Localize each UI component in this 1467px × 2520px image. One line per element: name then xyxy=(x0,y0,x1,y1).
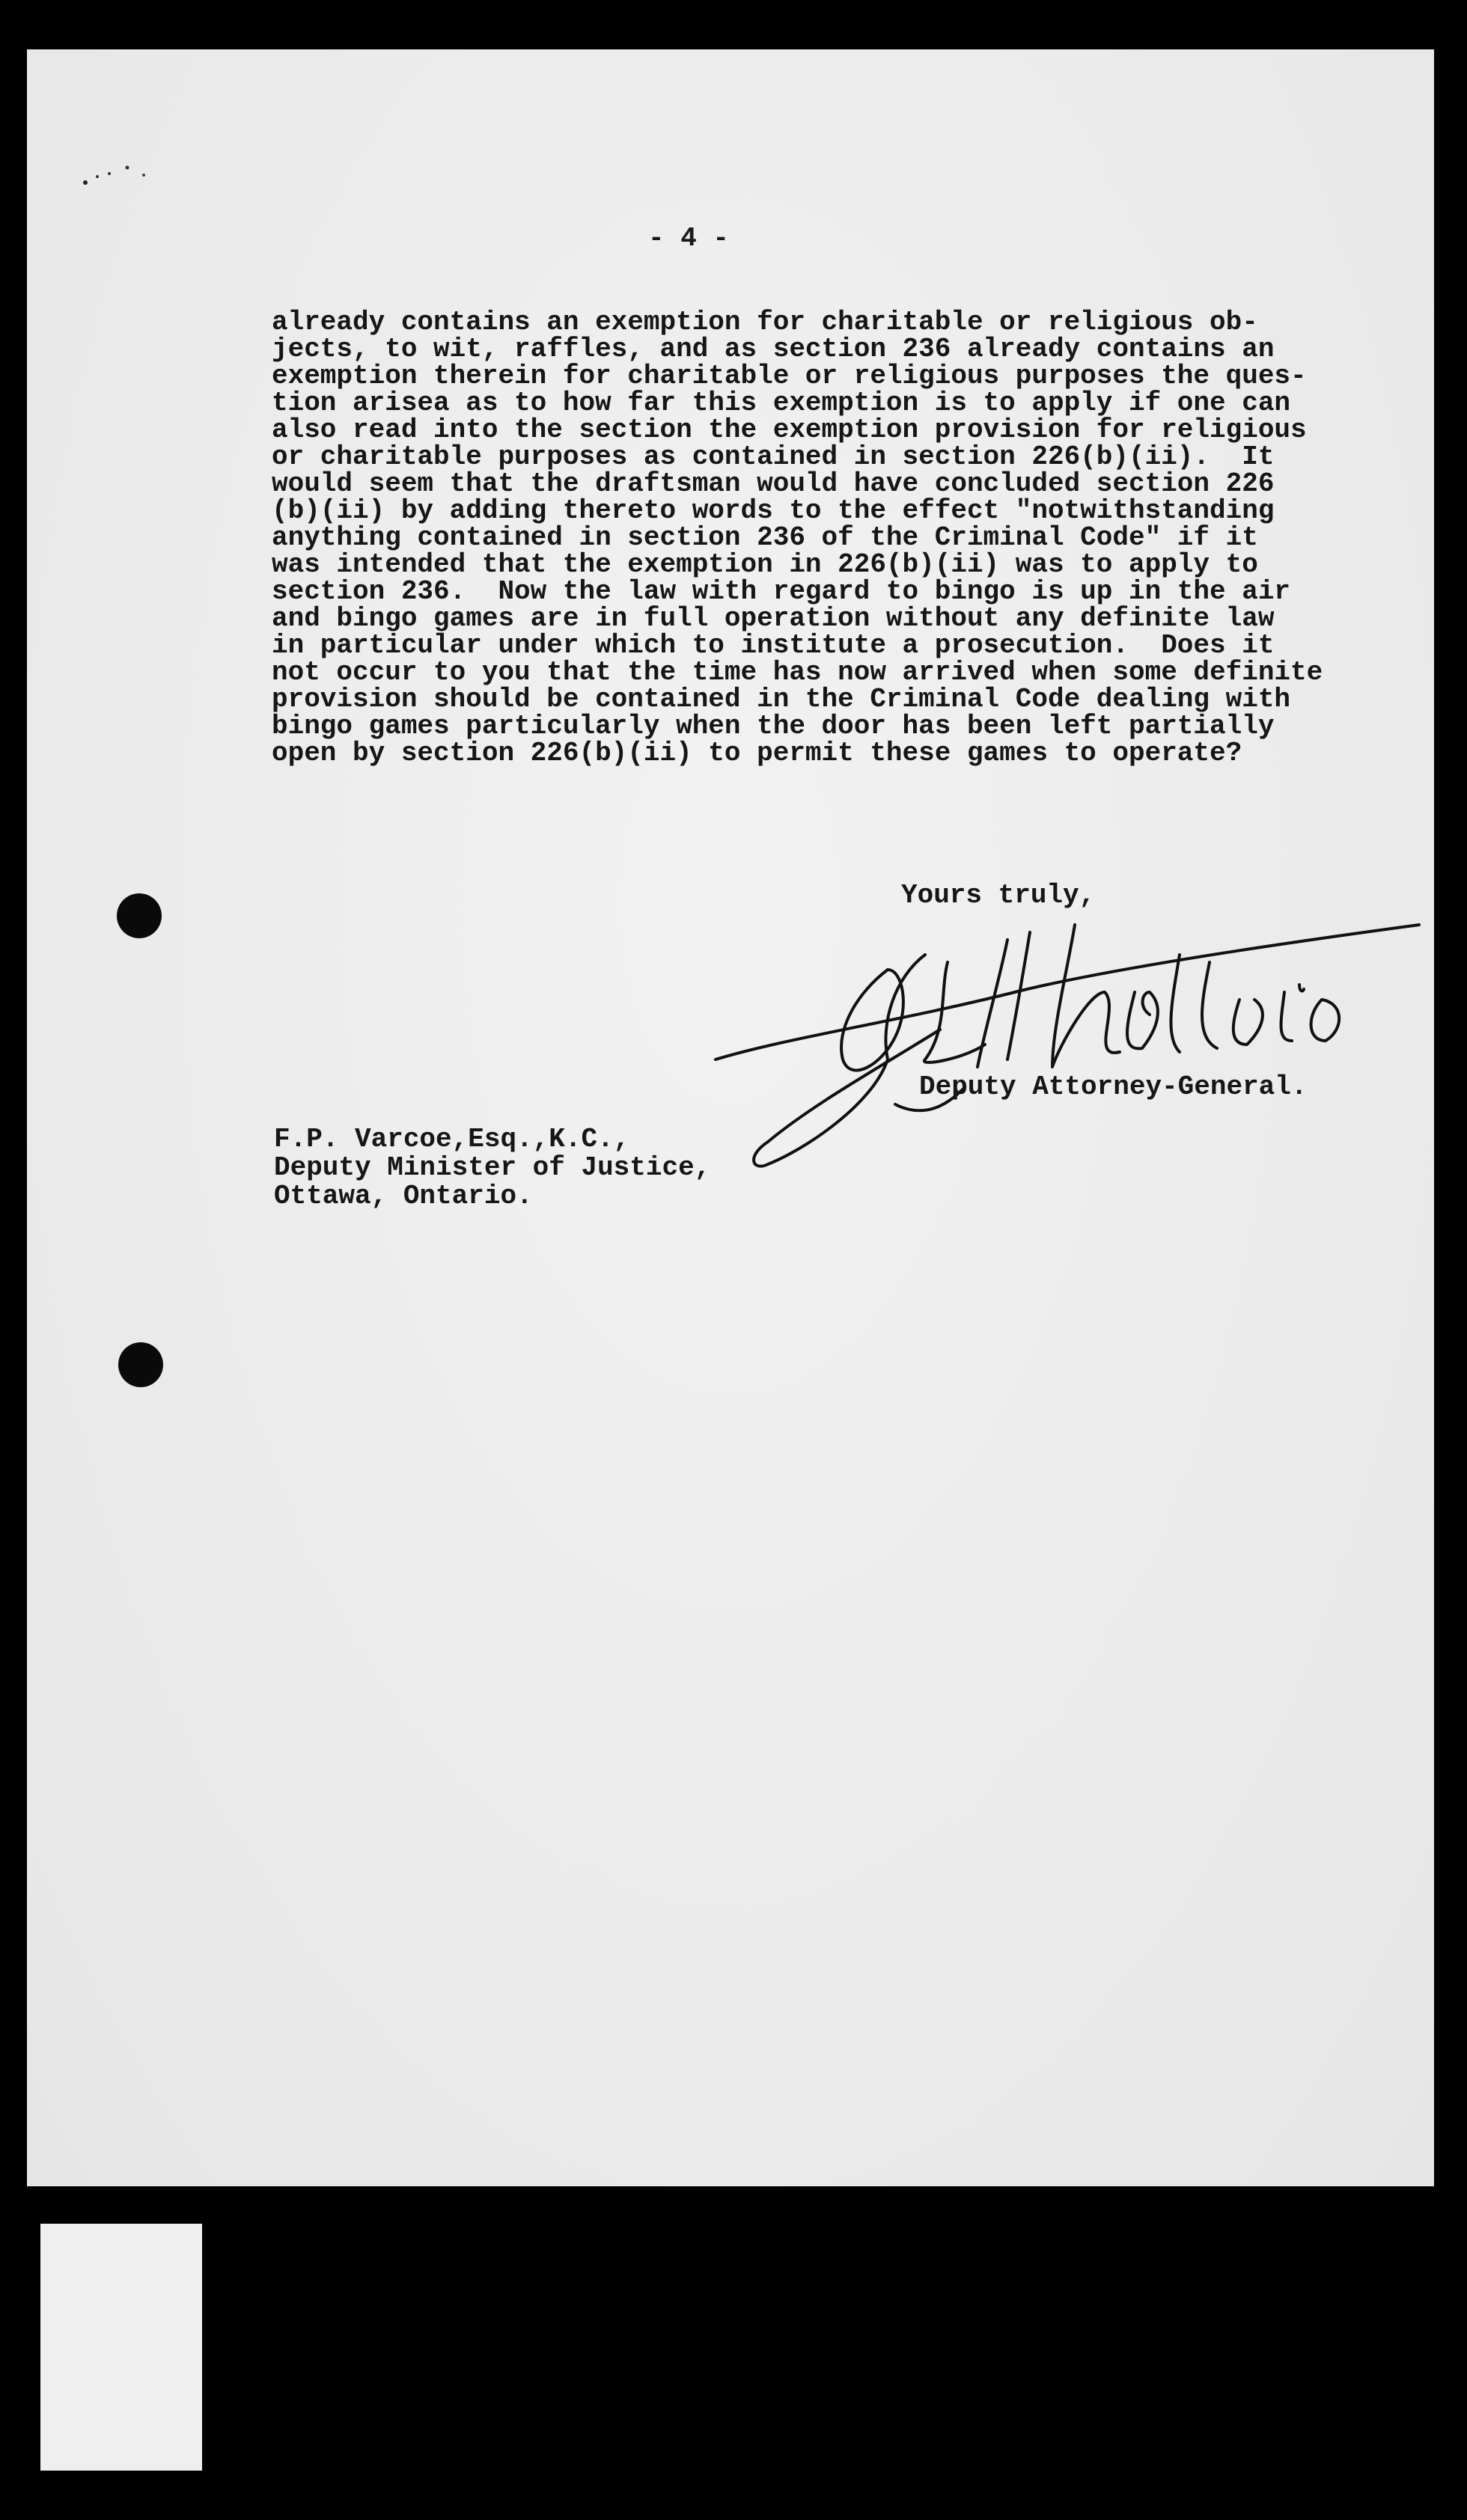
body-line: exemption therein for charitable or religious purposes the ques- xyxy=(272,361,1307,391)
closing: Yours truly, xyxy=(901,880,1096,911)
address-line: F.P. Varcoe,Esq.,K.C., xyxy=(274,1124,630,1155)
body-line: anything contained in section 236 of the Criminal Code" if it xyxy=(272,522,1258,553)
address-line: Deputy Minister of Justice, xyxy=(274,1152,711,1183)
page-number: - 4 - xyxy=(648,223,730,254)
paper-specks xyxy=(72,139,162,199)
letter-page xyxy=(27,49,1434,2186)
body-line: also read into the section the exemption provision for religious xyxy=(272,415,1307,445)
signatory-title: Deputy Attorney-General. xyxy=(919,1071,1308,1102)
body-line: in particular under which to institute a prosecution. Does it xyxy=(272,630,1275,661)
body-line: provision should be contained in the Criminal Code dealing with xyxy=(272,684,1291,715)
recipient-address xyxy=(274,1125,710,1211)
body-line: or charitable purposes as contained in section 226(b)(ii). It xyxy=(272,441,1275,472)
body-line: not occur to you that the time has now arrived when some definite xyxy=(272,657,1323,688)
body-line: bingo games particularly when the door has been left partially xyxy=(272,711,1275,741)
body-line: and bingo games are in full operation without any definite law xyxy=(272,603,1275,634)
handwritten-signature xyxy=(701,880,1434,1179)
body-line: tion arisea as to how far this exemption is to apply if one can xyxy=(272,388,1291,418)
body-line: jects, to wit, raffles, and as section 236 already contains an xyxy=(272,334,1275,364)
letter-body xyxy=(272,309,1364,767)
body-line: section 236. Now the law with regard to bingo is up in the air xyxy=(272,576,1291,607)
body-line: was intended that the exemption in 226(b)(ii) was to apply to xyxy=(272,549,1258,580)
punch-hole xyxy=(117,893,162,938)
blank-card xyxy=(40,2224,202,2471)
body-line: would seem that the draftsman would have concluded section 226 xyxy=(272,468,1275,499)
punch-hole xyxy=(118,1342,163,1387)
body-line: open by section 226(b)(ii) to permit these games to operate? xyxy=(272,738,1242,768)
address-line: Ottawa, Ontario. xyxy=(274,1181,533,1211)
body-line: (b)(ii) by adding thereto words to the effect "notwithstanding xyxy=(272,495,1275,526)
body-line: already contains an exemption for charitable or religious ob- xyxy=(272,307,1258,337)
